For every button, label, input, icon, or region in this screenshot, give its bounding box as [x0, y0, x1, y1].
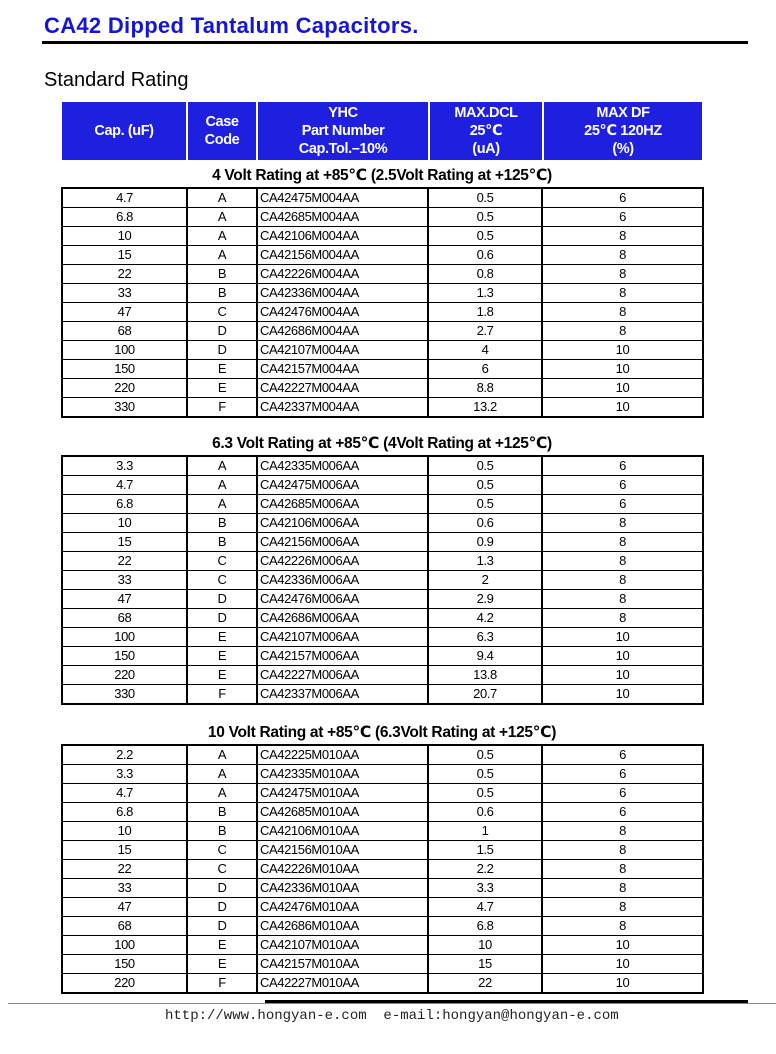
cell-part-number: CA42227M010AA: [257, 974, 428, 994]
cell-capacitance: 220: [62, 974, 187, 994]
cell-part-number: CA42227M004AA: [257, 379, 428, 398]
cell-part-number: CA42475M004AA: [257, 188, 428, 208]
table-row: [62, 936, 703, 955]
cell-part-number: CA42336M006AA: [257, 571, 428, 590]
cell-case-code: E: [187, 666, 257, 685]
cell-part-number: CA42226M004AA: [257, 265, 428, 284]
cell-capacitance: 3.3: [62, 765, 187, 784]
cell-part-number: CA42685M006AA: [257, 495, 428, 514]
cell-max-df: 8: [542, 841, 703, 860]
cell-part-number: CA42106M010AA: [257, 822, 428, 841]
cell-case-code: D: [187, 322, 257, 341]
table-row: [62, 917, 703, 936]
cell-part-number: CA42685M010AA: [257, 803, 428, 822]
table-row: [62, 303, 703, 322]
cell-part-number: CA42157M004AA: [257, 360, 428, 379]
cell-capacitance: 33: [62, 284, 187, 303]
cell-max-dcl: 0.5: [428, 208, 542, 227]
cell-max-dcl: 2.2: [428, 860, 542, 879]
header-line: 25℃ 120HZ: [584, 123, 662, 139]
header-cap: [62, 102, 186, 160]
cell-part-number: CA42476M006AA: [257, 590, 428, 609]
cell-max-df: 10: [542, 341, 703, 360]
cell-case-code: C: [187, 860, 257, 879]
table-row: [62, 860, 703, 879]
cell-case-code: E: [187, 955, 257, 974]
header-line: (%): [612, 141, 634, 157]
cell-part-number: CA42475M010AA: [257, 784, 428, 803]
cell-part-number: CA42106M004AA: [257, 227, 428, 246]
cell-capacitance: 33: [62, 571, 187, 590]
cell-part-number: CA42106M006AA: [257, 514, 428, 533]
cell-max-df: 6: [542, 765, 703, 784]
cell-part-number: CA42475M006AA: [257, 476, 428, 495]
footer-contact: http://www.hongyan-e.com e-mail:hongyan@hongyan-e.com: [165, 1008, 619, 1024]
header-max-df: [544, 102, 702, 160]
cell-capacitance: 330: [62, 685, 187, 705]
table-row: [62, 284, 703, 303]
cell-capacitance: 2.2: [62, 745, 187, 765]
cell-max-dcl: 0.5: [428, 227, 542, 246]
cell-max-dcl: 0.5: [428, 188, 542, 208]
cell-max-df: 6: [542, 745, 703, 765]
cell-case-code: E: [187, 647, 257, 666]
cell-max-dcl: 10: [428, 936, 542, 955]
cell-max-df: 10: [542, 666, 703, 685]
cell-capacitance: 150: [62, 647, 187, 666]
cell-case-code: A: [187, 745, 257, 765]
cell-max-dcl: 2: [428, 571, 542, 590]
cell-part-number: CA42476M004AA: [257, 303, 428, 322]
table-row: [62, 476, 703, 495]
footer-divider-thin: [8, 1003, 776, 1004]
cell-part-number: CA42686M010AA: [257, 917, 428, 936]
cell-part-number: CA42335M006AA: [257, 456, 428, 476]
cell-case-code: B: [187, 822, 257, 841]
cell-max-df: 8: [542, 514, 703, 533]
cell-capacitance: 330: [62, 398, 187, 418]
cell-case-code: A: [187, 227, 257, 246]
table-row: [62, 514, 703, 533]
cell-capacitance: 47: [62, 590, 187, 609]
cell-max-dcl: 6.8: [428, 917, 542, 936]
cell-part-number: CA42336M010AA: [257, 879, 428, 898]
header-line: Case: [205, 114, 239, 130]
header-line: Cap.Tol.–10%: [298, 141, 388, 157]
cell-max-df: 8: [542, 552, 703, 571]
cell-max-df: 8: [542, 265, 703, 284]
cell-max-df: 10: [542, 398, 703, 418]
cell-part-number: CA42227M006AA: [257, 666, 428, 685]
cell-max-df: 10: [542, 647, 703, 666]
table-row: [62, 246, 703, 265]
cell-capacitance: 220: [62, 666, 187, 685]
header-max-dcl: [430, 102, 542, 160]
cell-max-dcl: 4.2: [428, 609, 542, 628]
cell-case-code: D: [187, 341, 257, 360]
header-line: Part Number: [301, 123, 385, 139]
cell-case-code: B: [187, 803, 257, 822]
cell-max-dcl: 9.4: [428, 647, 542, 666]
table-row: [62, 841, 703, 860]
table-row: [62, 227, 703, 246]
cell-capacitance: 10: [62, 227, 187, 246]
cell-part-number: CA42476M010AA: [257, 898, 428, 917]
cell-max-dcl: 2.9: [428, 590, 542, 609]
table-row: [62, 647, 703, 666]
cell-capacitance: 22: [62, 265, 187, 284]
cell-part-number: CA42337M004AA: [257, 398, 428, 418]
cell-part-number: CA42335M010AA: [257, 765, 428, 784]
header-case-code: [188, 102, 256, 160]
cell-capacitance: 3.3: [62, 456, 187, 476]
cell-case-code: C: [187, 571, 257, 590]
cell-capacitance: 100: [62, 936, 187, 955]
cell-part-number: CA42157M010AA: [257, 955, 428, 974]
header-line: Code: [204, 132, 240, 148]
cell-part-number: CA42226M010AA: [257, 860, 428, 879]
cell-max-df: 8: [542, 860, 703, 879]
cell-capacitance: 4.7: [62, 188, 187, 208]
section-title-6v3: 6.3 Volt Rating at +85℃ (4Volt Rating at +125℃): [212, 435, 552, 452]
cell-max-df: 10: [542, 379, 703, 398]
cell-capacitance: 22: [62, 552, 187, 571]
cell-capacitance: 15: [62, 841, 187, 860]
cell-capacitance: 68: [62, 322, 187, 341]
cell-max-df: 6: [542, 208, 703, 227]
cell-max-dcl: 8.8: [428, 379, 542, 398]
cell-max-dcl: 1.8: [428, 303, 542, 322]
cell-part-number: CA42225M010AA: [257, 745, 428, 765]
header-line: 25℃: [469, 123, 503, 139]
cell-case-code: E: [187, 360, 257, 379]
header-line: YHC: [328, 105, 358, 121]
table-row: [62, 955, 703, 974]
cell-case-code: C: [187, 303, 257, 322]
cell-max-df: 8: [542, 303, 703, 322]
table-row: [62, 398, 703, 418]
cell-max-df: 10: [542, 955, 703, 974]
cell-part-number: CA42156M006AA: [257, 533, 428, 552]
cell-max-dcl: 6.3: [428, 628, 542, 647]
cell-capacitance: 150: [62, 955, 187, 974]
cell-part-number: CA42685M004AA: [257, 208, 428, 227]
cell-case-code: D: [187, 590, 257, 609]
cell-part-number: CA42107M004AA: [257, 341, 428, 360]
section-title-10v: 10 Volt Rating at +85℃ (6.3Volt Rating at +125℃): [207, 724, 557, 741]
table-row: [62, 552, 703, 571]
cell-max-dcl: 0.6: [428, 514, 542, 533]
cell-case-code: A: [187, 476, 257, 495]
cell-max-df: 8: [542, 917, 703, 936]
cell-max-df: 8: [542, 822, 703, 841]
cell-max-df: 8: [542, 322, 703, 341]
rating-table-10v: [61, 744, 704, 994]
cell-max-df: 6: [542, 456, 703, 476]
cell-case-code: A: [187, 246, 257, 265]
cell-max-dcl: 6: [428, 360, 542, 379]
cell-capacitance: 47: [62, 898, 187, 917]
cell-max-dcl: 4.7: [428, 898, 542, 917]
cell-max-dcl: 22: [428, 974, 542, 994]
cell-max-dcl: 0.6: [428, 803, 542, 822]
table-row: [62, 666, 703, 685]
table-row: [62, 898, 703, 917]
table-row: [62, 822, 703, 841]
cell-max-dcl: 20.7: [428, 685, 542, 705]
cell-case-code: A: [187, 456, 257, 476]
table-row: [62, 188, 703, 208]
cell-max-df: 8: [542, 609, 703, 628]
cell-case-code: B: [187, 265, 257, 284]
cell-case-code: A: [187, 188, 257, 208]
cell-case-code: B: [187, 514, 257, 533]
cell-max-df: 8: [542, 246, 703, 265]
table-row: [62, 571, 703, 590]
cell-case-code: D: [187, 879, 257, 898]
page-title: CA42 Dipped Tantalum Capacitors.: [44, 13, 419, 38]
cell-max-dcl: 0.5: [428, 784, 542, 803]
cell-max-dcl: 13.8: [428, 666, 542, 685]
cell-max-df: 6: [542, 476, 703, 495]
cell-max-df: 8: [542, 227, 703, 246]
table-row: [62, 745, 703, 765]
title-divider: [42, 41, 748, 44]
cell-max-df: 8: [542, 590, 703, 609]
table-row: [62, 379, 703, 398]
table-row: [62, 495, 703, 514]
header-line: Cap. (uF): [94, 123, 154, 139]
cell-max-df: 10: [542, 936, 703, 955]
cell-max-dcl: 1: [428, 822, 542, 841]
cell-capacitance: 10: [62, 514, 187, 533]
cell-case-code: A: [187, 784, 257, 803]
header-line: MAX.DCL: [454, 105, 518, 121]
cell-part-number: CA42157M006AA: [257, 647, 428, 666]
cell-max-dcl: 2.7: [428, 322, 542, 341]
cell-part-number: CA42226M006AA: [257, 552, 428, 571]
rating-table-4v: [61, 187, 704, 418]
cell-case-code: B: [187, 284, 257, 303]
cell-max-dcl: 13.2: [428, 398, 542, 418]
cell-part-number: CA42156M004AA: [257, 246, 428, 265]
cell-part-number: CA42686M006AA: [257, 609, 428, 628]
cell-max-df: 6: [542, 803, 703, 822]
header-part-number: [258, 102, 428, 160]
cell-part-number: CA42156M010AA: [257, 841, 428, 860]
cell-part-number: CA42686M004AA: [257, 322, 428, 341]
cell-case-code: A: [187, 495, 257, 514]
cell-case-code: E: [187, 936, 257, 955]
cell-max-dcl: 1.3: [428, 284, 542, 303]
cell-max-dcl: 0.6: [428, 246, 542, 265]
cell-part-number: CA42107M010AA: [257, 936, 428, 955]
cell-capacitance: 6.8: [62, 803, 187, 822]
cell-capacitance: 10: [62, 822, 187, 841]
cell-case-code: D: [187, 917, 257, 936]
table-row: [62, 322, 703, 341]
section-title-4v: 4 Volt Rating at +85℃ (2.5Volt Rating at +125℃): [212, 167, 552, 184]
cell-capacitance: 150: [62, 360, 187, 379]
cell-capacitance: 22: [62, 860, 187, 879]
cell-capacitance: 15: [62, 533, 187, 552]
cell-capacitance: 220: [62, 379, 187, 398]
cell-max-df: 10: [542, 685, 703, 705]
cell-part-number: CA42337M006AA: [257, 685, 428, 705]
cell-max-df: 8: [542, 284, 703, 303]
table-row: [62, 456, 703, 476]
table-row: [62, 628, 703, 647]
table-row: [62, 341, 703, 360]
cell-capacitance: 100: [62, 341, 187, 360]
cell-max-df: 10: [542, 360, 703, 379]
cell-capacitance: 33: [62, 879, 187, 898]
cell-capacitance: 68: [62, 609, 187, 628]
cell-max-df: 8: [542, 898, 703, 917]
cell-max-dcl: 0.5: [428, 765, 542, 784]
cell-max-dcl: 1.5: [428, 841, 542, 860]
cell-case-code: D: [187, 609, 257, 628]
cell-max-dcl: 0.5: [428, 456, 542, 476]
cell-case-code: F: [187, 685, 257, 705]
cell-case-code: B: [187, 533, 257, 552]
cell-max-df: 10: [542, 974, 703, 994]
cell-max-dcl: 0.8: [428, 265, 542, 284]
cell-case-code: D: [187, 898, 257, 917]
table-row: [62, 208, 703, 227]
cell-max-dcl: 1.3: [428, 552, 542, 571]
cell-case-code: A: [187, 208, 257, 227]
cell-capacitance: 4.7: [62, 784, 187, 803]
table-row: [62, 609, 703, 628]
table-row: [62, 784, 703, 803]
cell-case-code: E: [187, 628, 257, 647]
cell-capacitance: 4.7: [62, 476, 187, 495]
cell-case-code: F: [187, 974, 257, 994]
table-row: [62, 533, 703, 552]
cell-max-dcl: 0.9: [428, 533, 542, 552]
cell-capacitance: 6.8: [62, 495, 187, 514]
cell-max-df: 6: [542, 188, 703, 208]
cell-max-df: 6: [542, 784, 703, 803]
cell-capacitance: 68: [62, 917, 187, 936]
cell-capacitance: 47: [62, 303, 187, 322]
table-row: [62, 590, 703, 609]
table-row: [62, 360, 703, 379]
cell-capacitance: 6.8: [62, 208, 187, 227]
cell-case-code: E: [187, 379, 257, 398]
rating-table-6v3: [61, 455, 704, 705]
table-row: [62, 685, 703, 705]
table-row: [62, 974, 703, 994]
cell-capacitance: 100: [62, 628, 187, 647]
cell-case-code: A: [187, 765, 257, 784]
table-row: [62, 879, 703, 898]
cell-max-dcl: 0.5: [428, 476, 542, 495]
header-line: MAX DF: [596, 105, 650, 121]
cell-max-df: 8: [542, 571, 703, 590]
cell-max-df: 8: [542, 879, 703, 898]
cell-max-df: 6: [542, 495, 703, 514]
table-row: [62, 803, 703, 822]
cell-part-number: CA42107M006AA: [257, 628, 428, 647]
table-row: [62, 265, 703, 284]
cell-part-number: CA42336M004AA: [257, 284, 428, 303]
cell-max-dcl: 0.5: [428, 495, 542, 514]
cell-case-code: F: [187, 398, 257, 418]
cell-capacitance: 15: [62, 246, 187, 265]
cell-max-dcl: 4: [428, 341, 542, 360]
cell-max-dcl: 15: [428, 955, 542, 974]
header-line: (uA): [472, 141, 500, 157]
cell-max-df: 10: [542, 628, 703, 647]
table-row: [62, 765, 703, 784]
cell-max-df: 8: [542, 533, 703, 552]
cell-case-code: C: [187, 841, 257, 860]
cell-case-code: C: [187, 552, 257, 571]
page-subtitle: Standard Rating: [44, 69, 189, 91]
cell-max-dcl: 0.5: [428, 745, 542, 765]
cell-max-dcl: 3.3: [428, 879, 542, 898]
